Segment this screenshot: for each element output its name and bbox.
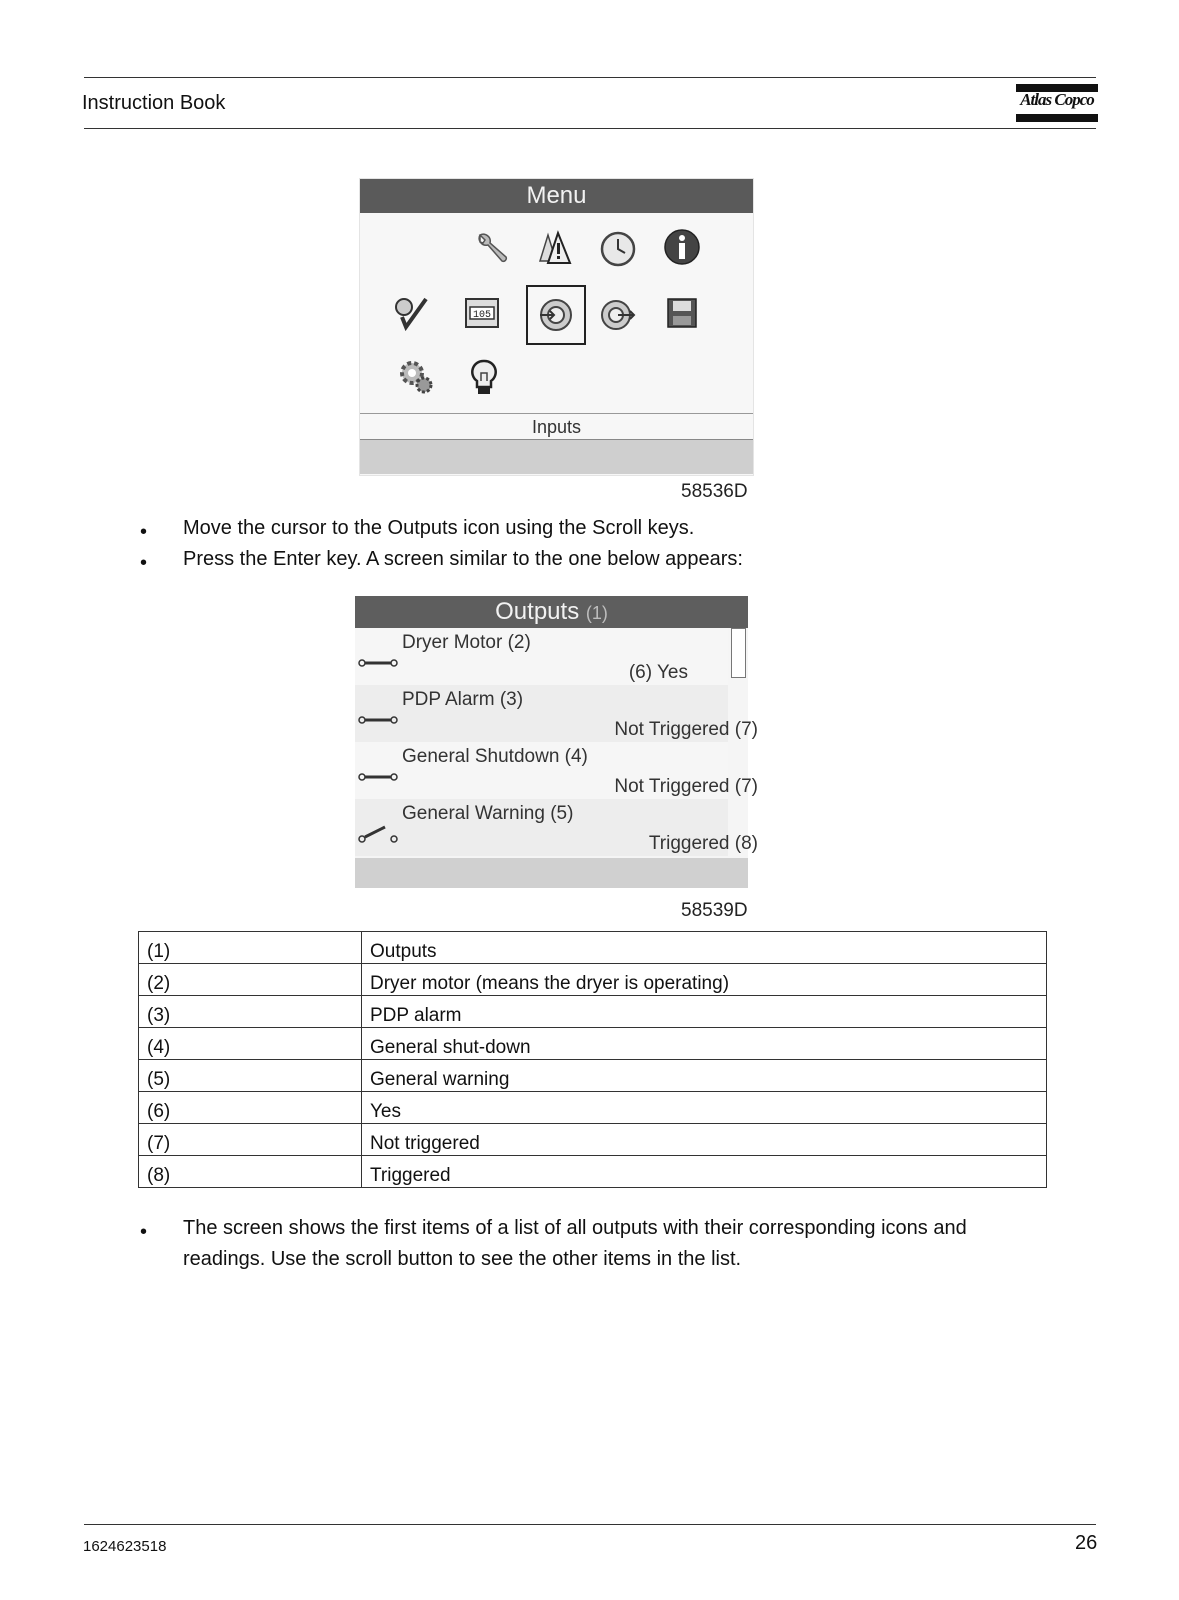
output-label: General Warning (5): [402, 803, 574, 824]
counter-icon[interactable]: [462, 293, 502, 333]
figure-code-outputs: 58539D: [681, 900, 748, 921]
info-icon[interactable]: [662, 227, 702, 267]
bullet-marker: •: [140, 552, 148, 574]
bullet-text: Move the cursor to the Outputs icon using the Scroll keys.: [183, 517, 695, 539]
bullet-text: The screen shows the first items of a list of all outputs with their corresponding icons and readings. Use the scroll button to see the other items in the list.: [183, 1217, 967, 1270]
open-switch-icon: [357, 825, 399, 843]
legend-key: (6): [139, 1092, 362, 1124]
document-number: 1624623518: [83, 1538, 167, 1555]
legend-text: General shut-down: [362, 1028, 1047, 1060]
output-value: (6) Yes: [628, 662, 688, 683]
table-row: [139, 1092, 1047, 1124]
menu-title: Menu: [360, 179, 753, 213]
output-label: General Shutdown (4): [402, 746, 588, 767]
settings-gear-icon[interactable]: [396, 357, 436, 397]
legend-key: (4): [139, 1028, 362, 1060]
output-value: Not Triggered (7): [614, 719, 758, 740]
legend-text: Yes: [362, 1092, 1047, 1124]
outputs-icon[interactable]: [598, 295, 638, 335]
clock-icon[interactable]: [598, 229, 638, 269]
output-value: Triggered (8): [648, 833, 758, 854]
output-label: Dryer Motor (2): [402, 632, 531, 653]
table-row: [139, 1060, 1047, 1092]
output-label: PDP Alarm (3): [402, 689, 524, 710]
lightbulb-icon[interactable]: [464, 357, 504, 397]
legend-text: General warning: [362, 1060, 1047, 1092]
legend-text: Outputs: [362, 932, 1047, 964]
output-value: Not Triggered (7): [614, 776, 758, 797]
page-number: 26: [1075, 1532, 1098, 1554]
legend-key: (8): [139, 1156, 362, 1188]
outputs-screen: [355, 596, 758, 888]
table-row: [139, 932, 1047, 964]
legend-text: Not triggered: [362, 1124, 1047, 1156]
menu-bottom-bar: [360, 439, 753, 474]
outputs-title-ref: (1): [585, 603, 608, 623]
output-row[interactable]: [355, 628, 728, 685]
table-row: [139, 1028, 1047, 1060]
output-row[interactable]: [355, 685, 758, 742]
bullet-marker: •: [140, 521, 148, 543]
legend-key: (7): [139, 1124, 362, 1156]
closed-switch-icon: [357, 711, 399, 729]
legend-key: (3): [139, 996, 362, 1028]
table-row: [139, 996, 1047, 1028]
save-icon[interactable]: [662, 293, 702, 333]
document-title: Instruction Book: [82, 92, 226, 114]
closed-switch-icon: [357, 768, 399, 786]
output-row[interactable]: [355, 742, 758, 799]
output-row[interactable]: [355, 799, 758, 856]
legend-text: Dryer motor (means the dryer is operating): [362, 964, 1047, 996]
legend-text: Triggered: [362, 1156, 1047, 1188]
outputs-bottom-bar: [355, 858, 748, 888]
legend-table: [138, 931, 1047, 1188]
figure-code-menu: 58536D: [681, 481, 748, 502]
legend-key: (1): [139, 932, 362, 964]
closed-switch-icon: [357, 654, 399, 672]
svg-text:105: 105: [472, 310, 492, 321]
table-row: [139, 1124, 1047, 1156]
brand-logo: [1016, 80, 1098, 124]
logo-text: Atlas Copco: [1020, 90, 1094, 109]
menu-status-divider: [360, 413, 753, 414]
bullet-text: Press the Enter key. A screen similar to the one below appears:: [183, 548, 743, 570]
outputs-title-text: Outputs: [495, 598, 580, 625]
warning-icon[interactable]: [534, 227, 574, 267]
bullet-marker: •: [140, 1221, 148, 1243]
header-rule-bottom: [84, 128, 1096, 129]
check-wrench-icon[interactable]: [392, 293, 432, 333]
table-row: [139, 964, 1047, 996]
menu-screen: [359, 178, 754, 476]
menu-status-label: Inputs: [531, 417, 582, 437]
header-rule-top: [84, 77, 1096, 78]
legend-key: (2): [139, 964, 362, 996]
legend-text: PDP alarm: [362, 996, 1047, 1028]
wrench-icon[interactable]: [470, 229, 510, 269]
scrollbar[interactable]: [731, 628, 746, 678]
outputs-title: [355, 596, 748, 628]
table-row: [139, 1156, 1047, 1188]
inputs-icon[interactable]: [536, 295, 576, 335]
legend-key: (5): [139, 1060, 362, 1092]
footer-rule: [84, 1524, 1096, 1525]
